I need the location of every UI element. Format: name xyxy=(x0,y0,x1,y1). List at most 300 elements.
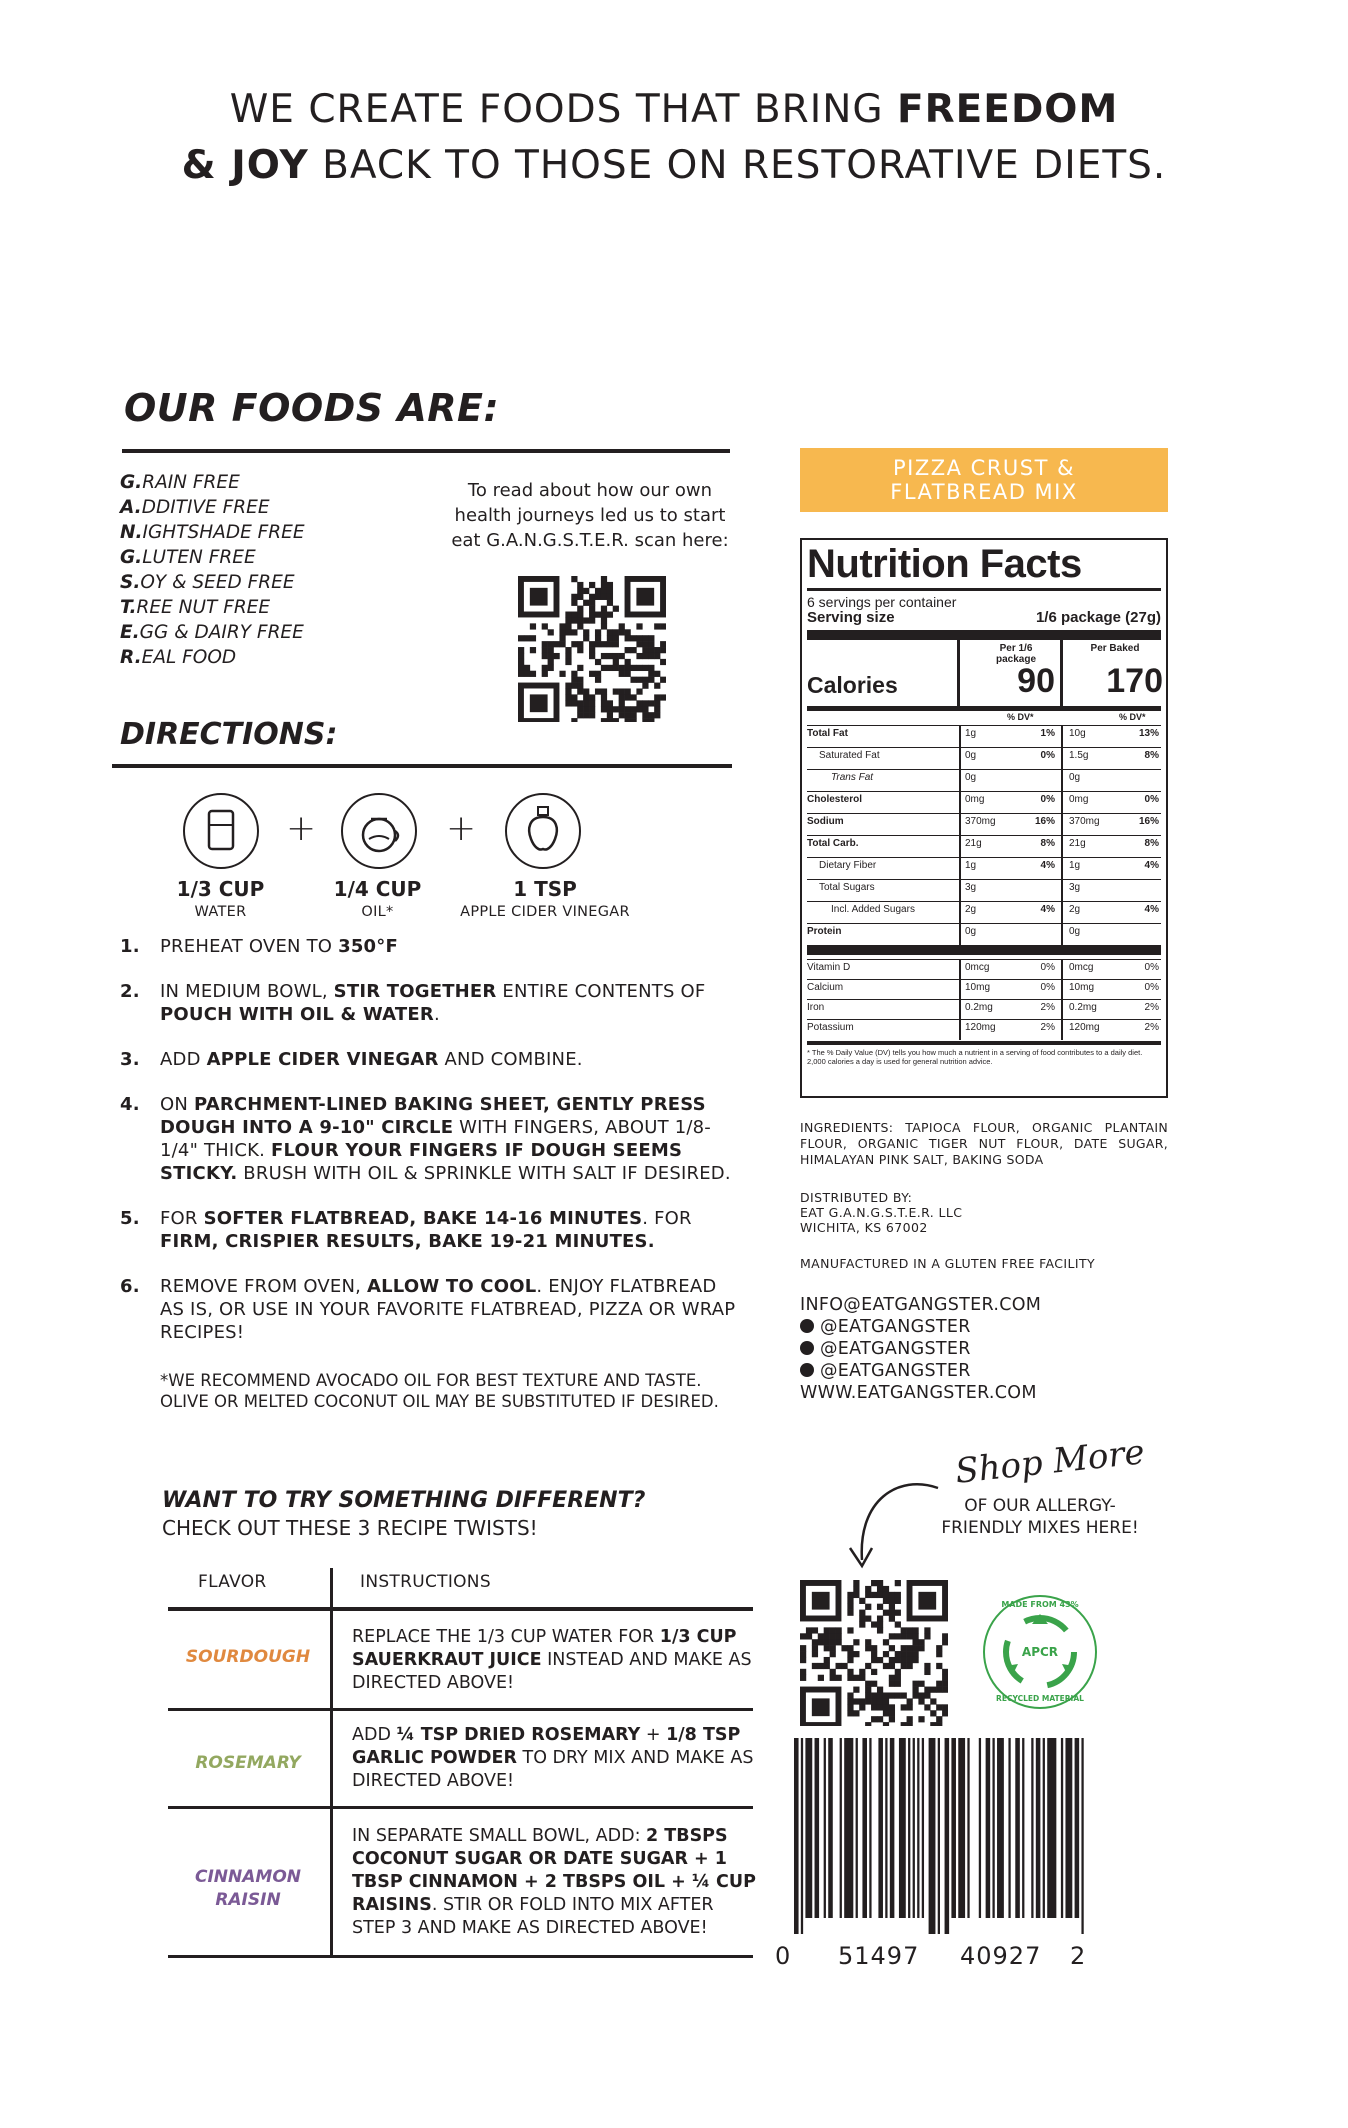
qr-module xyxy=(542,665,548,671)
emphasis-text: 2 TBSPS COCONUT SUGAR OR DATE SUGAR + 1 TBSP CINNAMON + 2 TBSPS OIL + ¼ CUP RAISINS xyxy=(352,1826,756,1915)
qr-module xyxy=(918,1716,924,1722)
qr-module xyxy=(625,706,631,712)
qr-module xyxy=(601,576,607,582)
qr-module xyxy=(518,647,524,653)
qr-module xyxy=(601,612,607,618)
qr-module xyxy=(583,706,589,712)
barcode-bar xyxy=(908,1738,910,1918)
nutrient-amount: 3g xyxy=(965,882,977,893)
qr-module xyxy=(571,629,577,635)
barcode-bar xyxy=(1008,1738,1010,1918)
qr-module xyxy=(660,694,666,700)
qr-module xyxy=(524,671,530,677)
qr-module xyxy=(865,1592,871,1598)
qr-module xyxy=(859,1675,865,1681)
qr-module xyxy=(924,1669,930,1675)
qr-module xyxy=(607,629,613,635)
nutrient-amount: 120mg xyxy=(965,1022,996,1033)
barcode-bar xyxy=(1047,1738,1056,1918)
qr-module xyxy=(660,623,666,629)
divider xyxy=(1060,640,1063,706)
column-divider xyxy=(1061,770,1063,792)
qr-module xyxy=(918,1639,924,1645)
qr-module xyxy=(630,647,636,653)
qr-module xyxy=(883,1610,889,1616)
instagram-link[interactable] xyxy=(800,1316,1041,1338)
dv-header xyxy=(807,711,1161,725)
qr-module xyxy=(841,1645,847,1651)
step-number: 3. xyxy=(120,1049,140,1070)
qr-code[interactable] xyxy=(800,1580,948,1726)
body-text: ENTIRE CONTENTS OF xyxy=(496,981,706,1002)
barcode xyxy=(790,1738,1090,1934)
qr-module xyxy=(847,1669,853,1675)
column-divider xyxy=(959,880,961,902)
qr-module xyxy=(912,1687,918,1693)
qr-module xyxy=(565,617,571,623)
barcode-bar xyxy=(899,1738,906,1918)
qr-module xyxy=(877,1716,883,1722)
qr-module xyxy=(877,1704,883,1710)
acronym-item xyxy=(120,595,305,620)
distributor-label: DISTRIBUTED BY: xyxy=(800,1190,913,1205)
qr-module xyxy=(877,1592,883,1598)
qr-module xyxy=(942,1669,948,1675)
qr-module xyxy=(936,1687,942,1693)
body-text: TO DRY MIX AND MAKE AS DIRECTED ABOVE! xyxy=(352,1748,754,1791)
acronym-word: RAIN FREE xyxy=(142,472,240,493)
qr-module xyxy=(571,677,577,683)
serving-size-label: Serving size xyxy=(807,609,895,626)
qr-module xyxy=(625,629,631,635)
qr-module xyxy=(895,1598,901,1604)
qr-module xyxy=(648,677,654,683)
qr-module xyxy=(889,1675,895,1681)
qr-module xyxy=(589,712,595,718)
apple-bottle-icon xyxy=(505,793,581,869)
acronym-list xyxy=(120,470,305,670)
qr-module xyxy=(895,1621,901,1627)
qr-module xyxy=(871,1692,877,1698)
qr-module xyxy=(518,671,524,677)
column-divider xyxy=(1061,858,1063,880)
qr-module xyxy=(583,600,589,606)
divider-thick xyxy=(807,630,1161,640)
qr-module xyxy=(883,1698,889,1704)
qr-module xyxy=(907,1722,913,1726)
nutrient-label: Incl. Added Sugars xyxy=(831,904,915,915)
qr-module xyxy=(660,659,666,665)
qr-module xyxy=(577,623,583,629)
qr-module xyxy=(889,1710,895,1716)
nutrient-dv: 16% xyxy=(1034,816,1055,827)
qr-module xyxy=(589,694,595,700)
barcode-bar xyxy=(992,1738,994,1918)
qr-module xyxy=(918,1698,924,1704)
qr-module xyxy=(824,1639,830,1645)
qr-module xyxy=(636,688,642,694)
qr-module xyxy=(889,1604,895,1610)
nutrition-facts-panel xyxy=(800,538,1168,1098)
acronym-letter: G. xyxy=(120,472,143,493)
acronym-item xyxy=(120,645,305,670)
qr-module xyxy=(847,1704,853,1710)
qr-module xyxy=(889,1598,895,1604)
acronym-letter: A. xyxy=(120,497,142,518)
qr-module xyxy=(648,665,654,671)
qr-module xyxy=(883,1651,889,1657)
qr-module xyxy=(577,612,583,618)
qr-module xyxy=(895,1580,901,1586)
qr-module xyxy=(924,1627,930,1633)
qr-module xyxy=(542,653,548,659)
acronym-item xyxy=(120,570,305,595)
nutrient-amount-baked: 370mg xyxy=(1069,816,1100,827)
oil-footnote: *WE RECOMMEND AVOCADO OIL FOR BEST TEXTURE AND TASTE. OLIVE OR MELTED COCONUT OIL MAY BE SUBSTITUTED IF DESIRED. xyxy=(160,1371,719,1411)
qr-module xyxy=(883,1722,889,1726)
qr-module xyxy=(918,1681,924,1687)
qr-module xyxy=(812,1645,818,1651)
qr-module xyxy=(812,1639,818,1645)
ingredient-name: OIL* xyxy=(361,904,394,920)
qr-module xyxy=(654,706,660,712)
qr-module xyxy=(601,641,607,647)
qr-module xyxy=(660,677,666,683)
qr-module xyxy=(619,623,625,629)
qr-code[interactable] xyxy=(518,576,666,722)
barcode-bar xyxy=(979,1738,981,1918)
barcode-bar xyxy=(958,1738,965,1918)
nutrient-amount-baked: 10mg xyxy=(1069,982,1095,993)
qr-module xyxy=(830,1645,836,1651)
qr-module xyxy=(871,1716,877,1722)
qr-module xyxy=(630,712,636,718)
qr-module xyxy=(877,1692,883,1698)
qr-module xyxy=(648,671,654,677)
nutrient-amount-baked: 21g xyxy=(1069,838,1086,849)
nutrient-amount-baked: 0g xyxy=(1069,926,1081,937)
acronym-item xyxy=(120,495,305,520)
instagram-handle: @EATGANGSTER xyxy=(820,1317,971,1337)
tagline-text: BACK TO THOSE ON RESTORATIVE DIETS. xyxy=(308,143,1167,188)
qr-module xyxy=(589,612,595,618)
body-text: AND COMBINE. xyxy=(438,1049,583,1070)
qr-module xyxy=(812,1627,818,1633)
qr-module xyxy=(865,1663,871,1669)
barcode-bar xyxy=(1065,1738,1072,1918)
barcode-bar xyxy=(840,1738,842,1918)
qr-module xyxy=(942,1681,948,1687)
qr-module xyxy=(571,683,577,689)
qr-module xyxy=(619,688,625,694)
nutrient-amount: 1g xyxy=(965,860,977,871)
nutrient-label: Iron xyxy=(807,1002,825,1013)
nutrient-amount-baked: 3g xyxy=(1069,882,1081,893)
emphasis-text: 1/3 CUP SAUERKRAUT JUICE xyxy=(352,1627,737,1670)
badge-center-text: APCR xyxy=(1021,1645,1059,1659)
qr-module xyxy=(836,1663,842,1669)
ingredient-name: WATER xyxy=(194,904,247,920)
qr-module xyxy=(636,641,642,647)
qr-module xyxy=(589,641,595,647)
qr-module xyxy=(607,600,613,606)
directions-heading: DIRECTIONS: xyxy=(120,717,338,752)
nutrient-amount: 0mcg xyxy=(965,962,990,973)
barcode-digits: 51497 xyxy=(838,1942,920,1970)
qr-module xyxy=(847,1698,853,1704)
emphasis-text: POUCH WITH OIL & WATER xyxy=(160,1004,434,1025)
qr-module xyxy=(619,706,625,712)
qr-module xyxy=(630,635,636,641)
shop-more-script: Shop More xyxy=(953,1432,1147,1492)
qr-module xyxy=(607,653,613,659)
table-rule xyxy=(168,1708,753,1711)
facebook-handle: @EATGANGSTER xyxy=(820,1361,971,1381)
qr-module xyxy=(571,612,577,618)
qr-module xyxy=(589,617,595,623)
step-text xyxy=(160,1207,740,1253)
step-number: 5. xyxy=(120,1208,140,1229)
nutrient-dv: 0% xyxy=(1040,794,1055,805)
qr-module xyxy=(601,623,607,629)
qr-module xyxy=(577,647,583,653)
tagline-emphasis: FREEDOM xyxy=(896,87,1119,132)
body-text: BRUSH WITH OIL & SPRINKLE WITH SALT IF DESIRED. xyxy=(237,1163,731,1184)
barcode-bar xyxy=(1043,1738,1045,1918)
qr-module xyxy=(883,1692,889,1698)
column-divider xyxy=(1061,748,1063,770)
emphasis-text: ALLOW TO COOL xyxy=(367,1276,537,1297)
qr-module xyxy=(559,671,565,677)
qr-module xyxy=(577,712,583,718)
qr-module xyxy=(660,647,666,653)
barcode-bar xyxy=(815,1738,820,1918)
qr-module xyxy=(648,647,654,653)
qr-module xyxy=(571,594,577,600)
column-divider xyxy=(1061,880,1063,902)
nutrition-title: Nutrition Facts xyxy=(807,542,1082,586)
qr-module xyxy=(907,1651,913,1657)
barcode-bar xyxy=(913,1738,915,1918)
divider xyxy=(807,1041,1161,1045)
qr-module xyxy=(595,588,601,594)
qr-module xyxy=(924,1663,930,1669)
twist-instructions xyxy=(352,1626,762,1695)
qr-module xyxy=(530,671,536,677)
qr-module xyxy=(642,718,648,722)
qr-module xyxy=(912,1692,918,1698)
barcode-bar xyxy=(869,1738,871,1918)
qr-module xyxy=(524,665,530,671)
flavor-cinnamon-raisin: CINNAMON RAISIN xyxy=(194,1867,301,1910)
acronym-word: REE NUT FREE xyxy=(136,597,271,618)
nutrient-label: Potassium xyxy=(807,1022,854,1033)
qr-module xyxy=(571,694,577,700)
qr-module xyxy=(883,1598,889,1604)
qr-module xyxy=(595,635,601,641)
recycled-material-badge xyxy=(980,1592,1100,1712)
qr-module xyxy=(901,1692,907,1698)
qr-module xyxy=(619,700,625,706)
acronym-word: GG & DAIRY FREE xyxy=(139,622,304,643)
qr-module xyxy=(865,1698,871,1704)
qr-module xyxy=(607,665,613,671)
barcode-bar xyxy=(1015,1738,1020,1918)
qr-module xyxy=(565,683,571,689)
nutrient-dv: 0% xyxy=(1040,982,1055,993)
acronym-word: DDITIVE FREE xyxy=(141,497,270,518)
nutrient-label: Cholesterol xyxy=(807,794,863,805)
qr-module xyxy=(642,700,648,706)
dv-label: % DV* xyxy=(1119,712,1146,722)
qr-module xyxy=(630,694,636,700)
badge-bottom-text: RECYCLED MATERIAL xyxy=(996,1694,1084,1703)
nutrient-amount-baked: 0mg xyxy=(1069,794,1089,805)
qr-module xyxy=(847,1604,853,1610)
column-header: Per 1/6 package xyxy=(995,643,1037,665)
body-text: . FOR xyxy=(642,1208,692,1229)
barcode-bar xyxy=(1031,1738,1033,1918)
qr-module xyxy=(871,1698,877,1704)
acronym-word: IGHTSHADE FREE xyxy=(142,522,305,543)
qr-module xyxy=(800,1633,806,1639)
qr-module xyxy=(577,677,583,683)
column-divider xyxy=(1061,960,1063,980)
acronym-item xyxy=(120,545,305,570)
email-link[interactable]: INFO@EATGANGSTER.COM xyxy=(800,1295,1042,1315)
barcode-digits: 40927 xyxy=(960,1942,1042,1970)
qr-module xyxy=(859,1621,865,1627)
qr-module xyxy=(912,1657,918,1663)
qr-module xyxy=(607,641,613,647)
qr-module xyxy=(583,617,589,623)
barcode-bar xyxy=(885,1738,887,1918)
manufacturing-note: MANUFACTURED IN A GLUTEN FREE FACILITY xyxy=(800,1256,1096,1271)
qr-module xyxy=(853,1639,859,1645)
qr-module xyxy=(871,1657,877,1663)
qr-module xyxy=(583,688,589,694)
qr-module xyxy=(901,1704,907,1710)
qr-module xyxy=(654,653,660,659)
website-link[interactable]: WWW.EATGANGSTER.COM xyxy=(800,1383,1037,1403)
qr-module xyxy=(636,706,642,712)
body-text: INSTEAD AND MAKE AS DIRECTED ABOVE! xyxy=(352,1650,752,1693)
qr-module xyxy=(930,1698,936,1704)
divider xyxy=(957,640,960,706)
qr-module xyxy=(601,617,607,623)
step-text xyxy=(160,1048,583,1071)
barcode-bar xyxy=(1061,1738,1063,1918)
qr-module xyxy=(607,700,613,706)
qr-module xyxy=(824,1645,830,1651)
our-foods-heading: OUR FOODS ARE: xyxy=(124,386,500,430)
qr-module xyxy=(636,635,642,641)
qr-module xyxy=(577,606,583,612)
qr-module xyxy=(601,653,607,659)
qr-module xyxy=(812,1651,818,1657)
qr-module xyxy=(625,647,631,653)
qr-module xyxy=(824,1633,830,1639)
qr-module xyxy=(853,1586,859,1592)
table-rule xyxy=(168,1806,753,1809)
qr-module xyxy=(625,659,631,665)
qr-module xyxy=(883,1592,889,1598)
column-divider xyxy=(1061,792,1063,814)
qr-module xyxy=(530,647,536,653)
body-text: + xyxy=(640,1725,667,1745)
qr-module xyxy=(865,1604,871,1610)
qr-module xyxy=(895,1651,901,1657)
facebook-link[interactable] xyxy=(800,1360,1041,1382)
nutrient-dv: 4% xyxy=(1040,904,1055,915)
qr-module xyxy=(859,1704,865,1710)
barcode-bar xyxy=(1022,1738,1024,1918)
qr-module xyxy=(589,706,595,712)
qr-module xyxy=(565,612,571,618)
column-divider xyxy=(959,726,961,748)
qr-module xyxy=(812,1663,818,1669)
column-divider xyxy=(1061,1000,1063,1020)
qr-finder xyxy=(918,1592,936,1610)
calories-value-baked: 170 xyxy=(1106,662,1163,700)
badge-top-text: MADE FROM 43% xyxy=(1001,1600,1079,1609)
qr-module xyxy=(942,1675,948,1681)
qr-module xyxy=(613,641,619,647)
qr-module xyxy=(583,694,589,700)
qr-module xyxy=(847,1592,853,1598)
pinterest-link[interactable] xyxy=(800,1338,1041,1360)
nutrient-amount: 2g xyxy=(965,904,977,915)
ingredient-amount: 1 TSP xyxy=(513,877,577,901)
qr-module xyxy=(895,1675,901,1681)
qr-module xyxy=(654,683,660,689)
calories-block xyxy=(807,640,1161,706)
qr-module xyxy=(859,1610,865,1616)
qr-module xyxy=(589,647,595,653)
qr-module xyxy=(889,1663,895,1669)
divider-thick xyxy=(807,945,1161,955)
qr-module xyxy=(619,629,625,635)
nutrient-row xyxy=(807,901,1161,924)
nutrient-amount: 370mg xyxy=(965,816,996,827)
nutrient-amount-baked: 1g xyxy=(1069,860,1081,871)
qr-module xyxy=(865,1681,871,1687)
qr-module xyxy=(625,712,631,718)
qr-module xyxy=(577,594,583,600)
body-text: WITH FINGERS, ABOUT 1/8-1/4" THICK. xyxy=(160,1117,711,1161)
acronym-word: EAL FOOD xyxy=(141,647,237,668)
qr-module xyxy=(601,688,607,694)
ingredient-name: APPLE CIDER VINEGAR xyxy=(460,904,630,920)
direction-step xyxy=(120,1048,740,1071)
emphasis-text: ¼ TSP DRIED ROSEMARY xyxy=(396,1725,641,1745)
direction-step xyxy=(120,1275,740,1344)
qr-module xyxy=(830,1639,836,1645)
qr-module xyxy=(936,1704,942,1710)
nutrient-amount: 0g xyxy=(965,772,977,783)
column-divider xyxy=(1061,980,1063,1000)
qr-module xyxy=(642,683,648,689)
qr-module xyxy=(924,1633,930,1639)
step-text xyxy=(160,980,740,1026)
step-number: 2. xyxy=(120,981,140,1002)
nutrient-row xyxy=(807,923,1161,946)
qr-module xyxy=(619,712,625,718)
qr-module xyxy=(936,1722,942,1726)
qr-module xyxy=(548,653,554,659)
pinterest-handle: @EATGANGSTER xyxy=(820,1339,971,1359)
qr-module xyxy=(895,1669,901,1675)
